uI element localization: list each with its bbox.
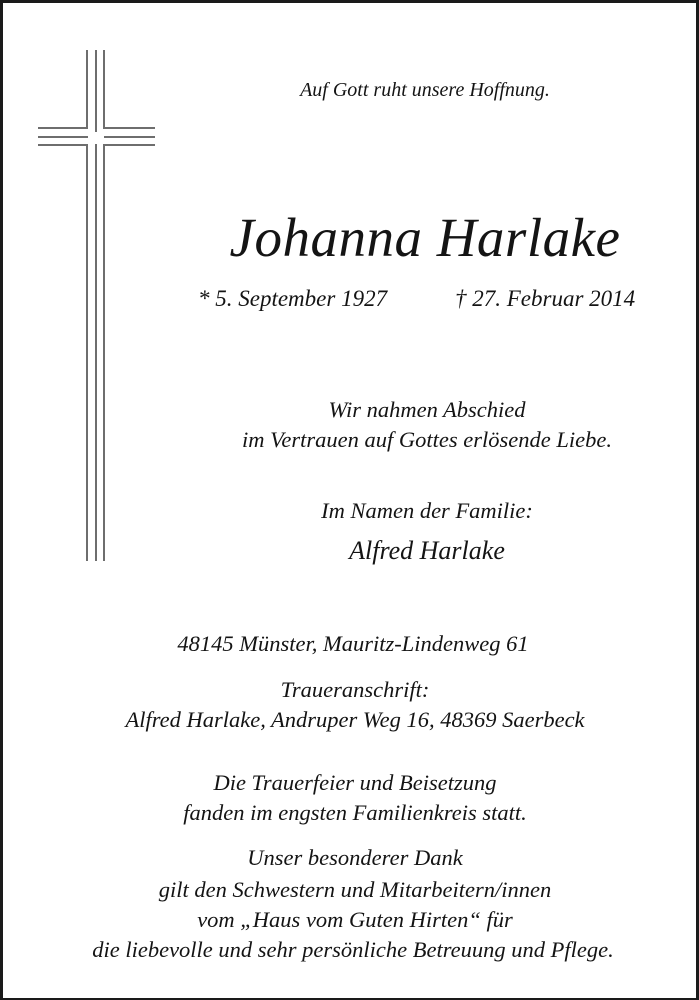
condolence-address-label: Traueranschrift: [280,677,430,702]
thanks-line-3: vom „Haus vom Guten Hirten“ für [197,907,513,932]
thanks-line-2: gilt den Schwestern und Mitarbeitern/innen [158,877,552,902]
death-date: † 27. Februar 2014 [455,286,636,311]
motto: Auf Gott ruht unsere Hoffnung. [300,79,550,101]
signature-name: Alfred Harlake [349,536,505,565]
farewell-line-1: Wir nahmen Abschied [328,397,526,422]
birth-date: * 5. September 1927 [198,286,388,311]
ceremony-line-1: Die Trauerfeier und Beisetzung [213,770,497,795]
signature-intro: Im Namen der Familie: [321,498,533,523]
cross-icon [3,3,203,603]
thanks-line-4: die liebevolle und sehr persönliche Betreuung und Pflege. [92,937,614,962]
ceremony-line-2: fanden im engsten Familienkreis statt. [183,800,527,825]
condolence-address-value: Alfred Harlake, Andruper Weg 16, 48369 Saerbeck [125,707,585,732]
thanks-line-1: Unser besonderer Dank [247,845,463,870]
farewell-line-2: im Vertrauen auf Gottes erlösende Liebe. [242,427,612,452]
address: 48145 Münster, Mauritz-Lindenweg 61 [177,631,529,656]
deceased-name: Johanna Harlake [229,207,621,268]
